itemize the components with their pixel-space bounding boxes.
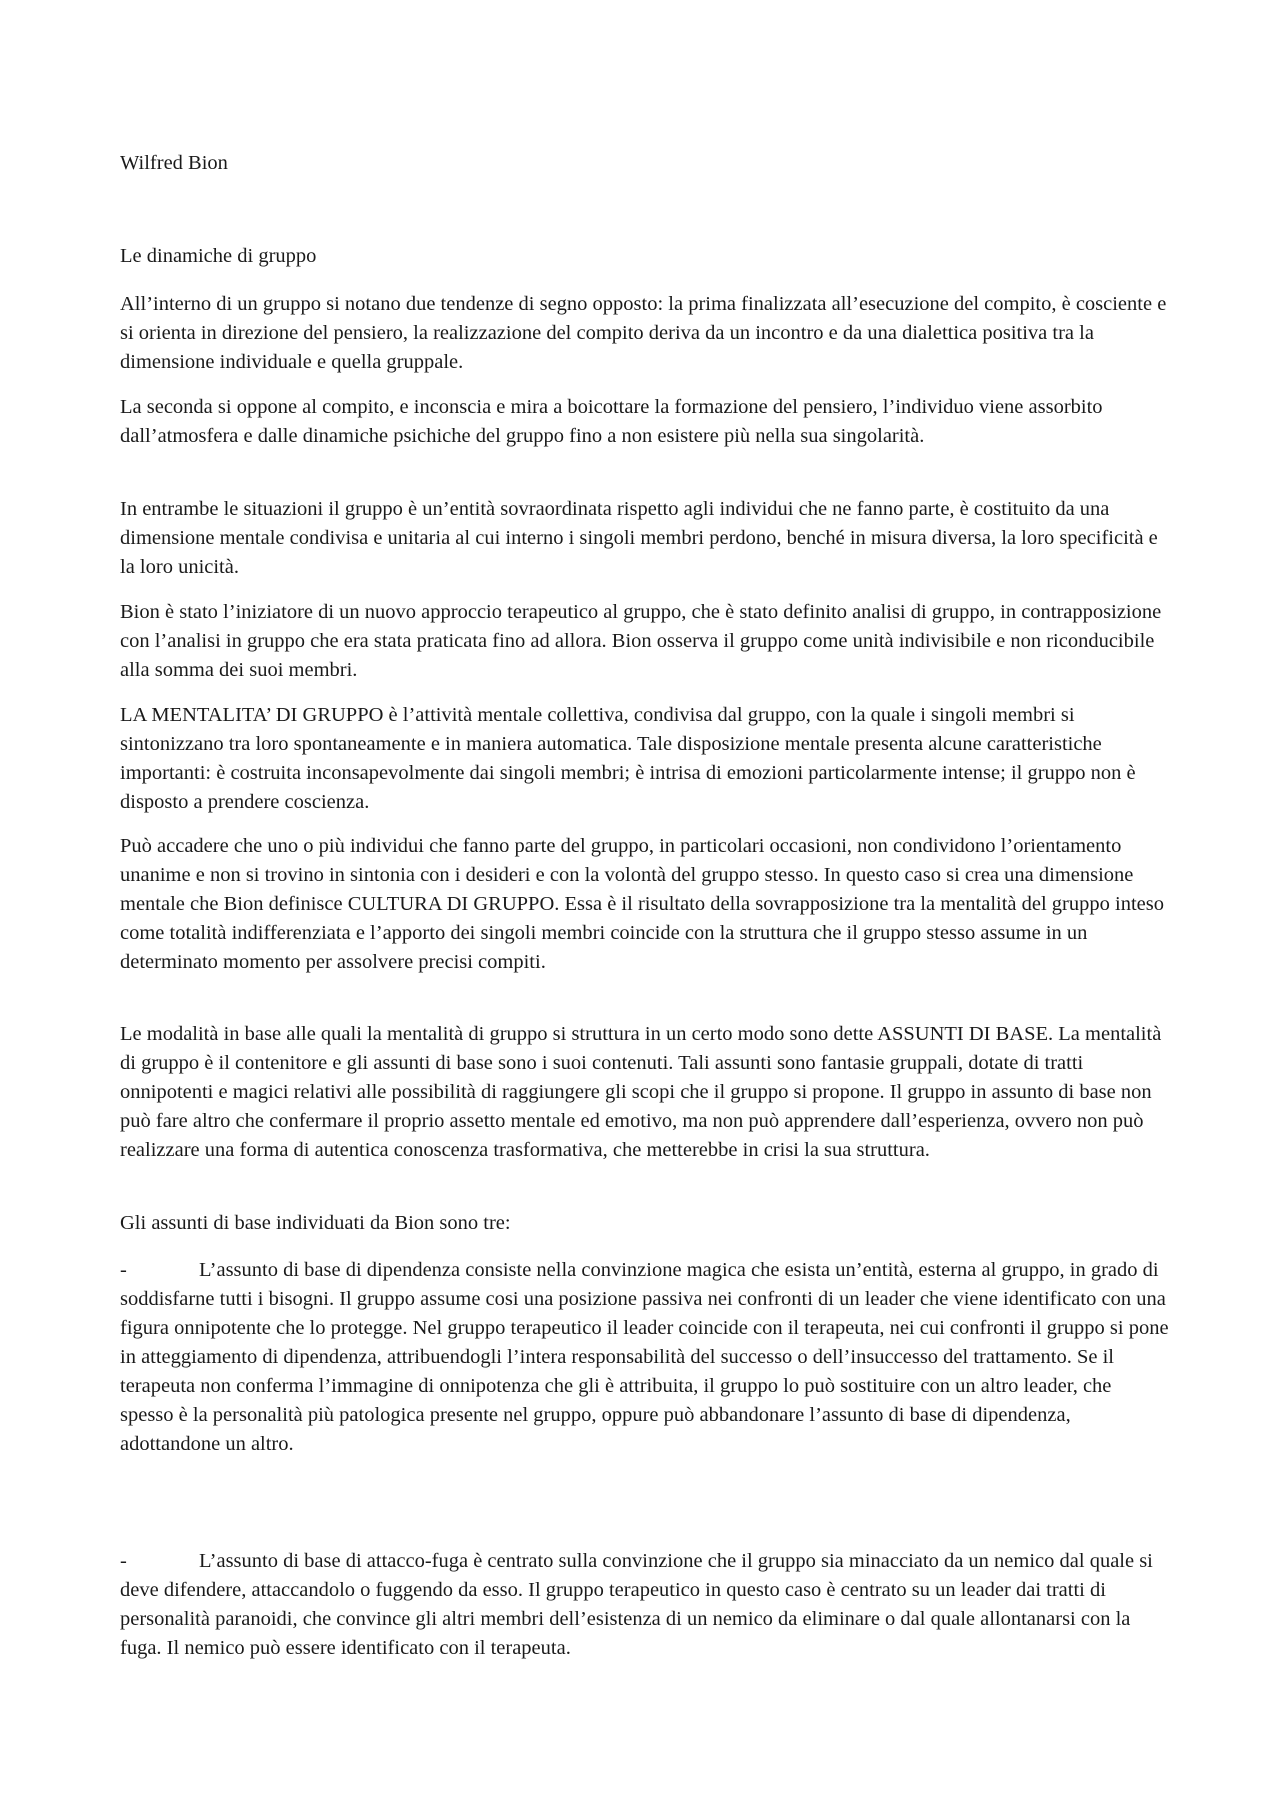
list-item (120, 1256, 1170, 1459)
paragraph: Le modalità in base alle quali la mentalità di gruppo si struttura in un certo modo sono dette ASSUNTI DI BASE. La mentalità di gruppo è il contenitore e gli assunti di base sono i suoi contenuti. Tali assunti sono fantasie gruppali, dotate di tratti onnipotenti e magici relativi alle possibilità di raggiungere gli scopi che il gruppo si propone. Il gruppo in assunto di base non può fare altro che confermare il proprio assetto mentale ed emotivo, ma non può apprendere dall’esperienza, ovvero non può realizzare una forma di autentica conoscenza trasformativa, che metterebbe in crisi la sua struttura. (120, 1023, 1162, 1161)
paragraph: Bion è stato l’iniziatore di un nuovo approccio terapeutico al gruppo, che è stato definito analisi di gruppo, in contrapposizione con l’analisi in gruppo che era stata praticata fino ad allora. Bion osserva il gruppo come unità indivisibile e non riconducibile alla somma dei suoi membri. (120, 601, 1162, 681)
list-item (120, 1547, 1170, 1663)
list-item-text: L’assunto di base di dipendenza consiste nella convinzione magica che esista un’entità, esterna al gruppo, in grado di soddisfarne tutti i bisogni. Il gruppo assume cosi una posizione passiva nei confronti di un leader che viene identificato con una figura onnipotente che lo protegge. Nel gruppo terapeutico il leader coincide con il terapeuta, nei cui confronti il gruppo si pone in atteggiamento di dipendenza, attribuendogli l’intera responsabilità del successo o dell’insuccesso del trattamento. Se il terapeuta non conferma l’immagine di onnipotenza che gli è attribuita, il gruppo lo può sostituire con un altro leader, che spesso è la personalità più patologica presente nel gruppo, oppure può abbandonare l’assunto di base di dipendenza, adottandone un altro. (120, 1259, 1169, 1455)
paragraph: Può accadere che uno o più individui che fanno parte del gruppo, in particolari occasioni, non condividono l’orientamento unanime e non si trovino in sintonia con i desideri e con la volontà del gruppo stesso. In questo caso si crea una dimensione mentale che Bion definisce CULTURA DI GRUPPO. Essa è il risultato della sovrapposizione tra la mentalità del gruppo inteso come totalità indifferenziata e l’apporto dei singoli membri coincide con la struttura che il gruppo stesso assume in un determinato momento per assolvere precisi compiti. (120, 835, 1164, 973)
bullet-marker: - (120, 1550, 127, 1572)
paragraph: La seconda si oppone al compito, e inconscia e mira a boicottare la formazione del pensiero, l’individuo viene assorbito dall’atmosfera e dalle dinamiche psichiche del gruppo fino a non esistere più nella sua singolarità. (120, 396, 1103, 447)
section-title: Le dinamiche di gruppo (120, 245, 317, 267)
list-item-text: L’assunto di base di attacco-fuga è centrato sulla convinzione che il gruppo sia minacciato da un nemico dal quale si deve difendere, attaccandolo o fuggendo da esso. Il gruppo terapeutico in questo caso è centrato su un leader dai tratti di personalità paranoidi, che convince gli altri membri dell’esistenza di un nemico da eliminare o dal quale allontanarsi con la fuga. Il nemico può essere identificato con il terapeuta. (120, 1550, 1153, 1659)
bullet-marker: - (120, 1259, 127, 1281)
paragraph: Gli assunti di base individuati da Bion sono tre: (120, 1212, 511, 1234)
paragraph: In entrambe le situazioni il gruppo è un’entità sovraordinata rispetto agli individui che ne fanno parte, è costituito da una dimensione mentale condivisa e unitaria al cui interno i singoli membri perdono, benché in misura diversa, la loro specificità e la loro unicità. (120, 498, 1158, 578)
paragraph: All’interno di un gruppo si notano due tendenze di segno opposto: la prima finalizzata all’esecuzione del compito, è cosciente e si orienta in direzione del pensiero, la realizzazione del compito deriva da un incontro e da una dialettica positiva tra la dimensione individuale e quella gruppale. (120, 293, 1167, 373)
author-heading: Wilfred Bion (120, 152, 228, 174)
paragraph: LA MENTALITA’ DI GRUPPO è l’attività mentale collettiva, condivisa dal gruppo, con la quale i singoli membri si sintonizzano tra loro spontaneamente e in maniera automatica. Tale disposizione mentale presenta alcune caratteristiche importanti: è costruita inconsapevolmente dai singoli membri; è intrisa di emozioni particolarmente intense; il gruppo non è disposto a prendere coscienza. (120, 704, 1136, 813)
